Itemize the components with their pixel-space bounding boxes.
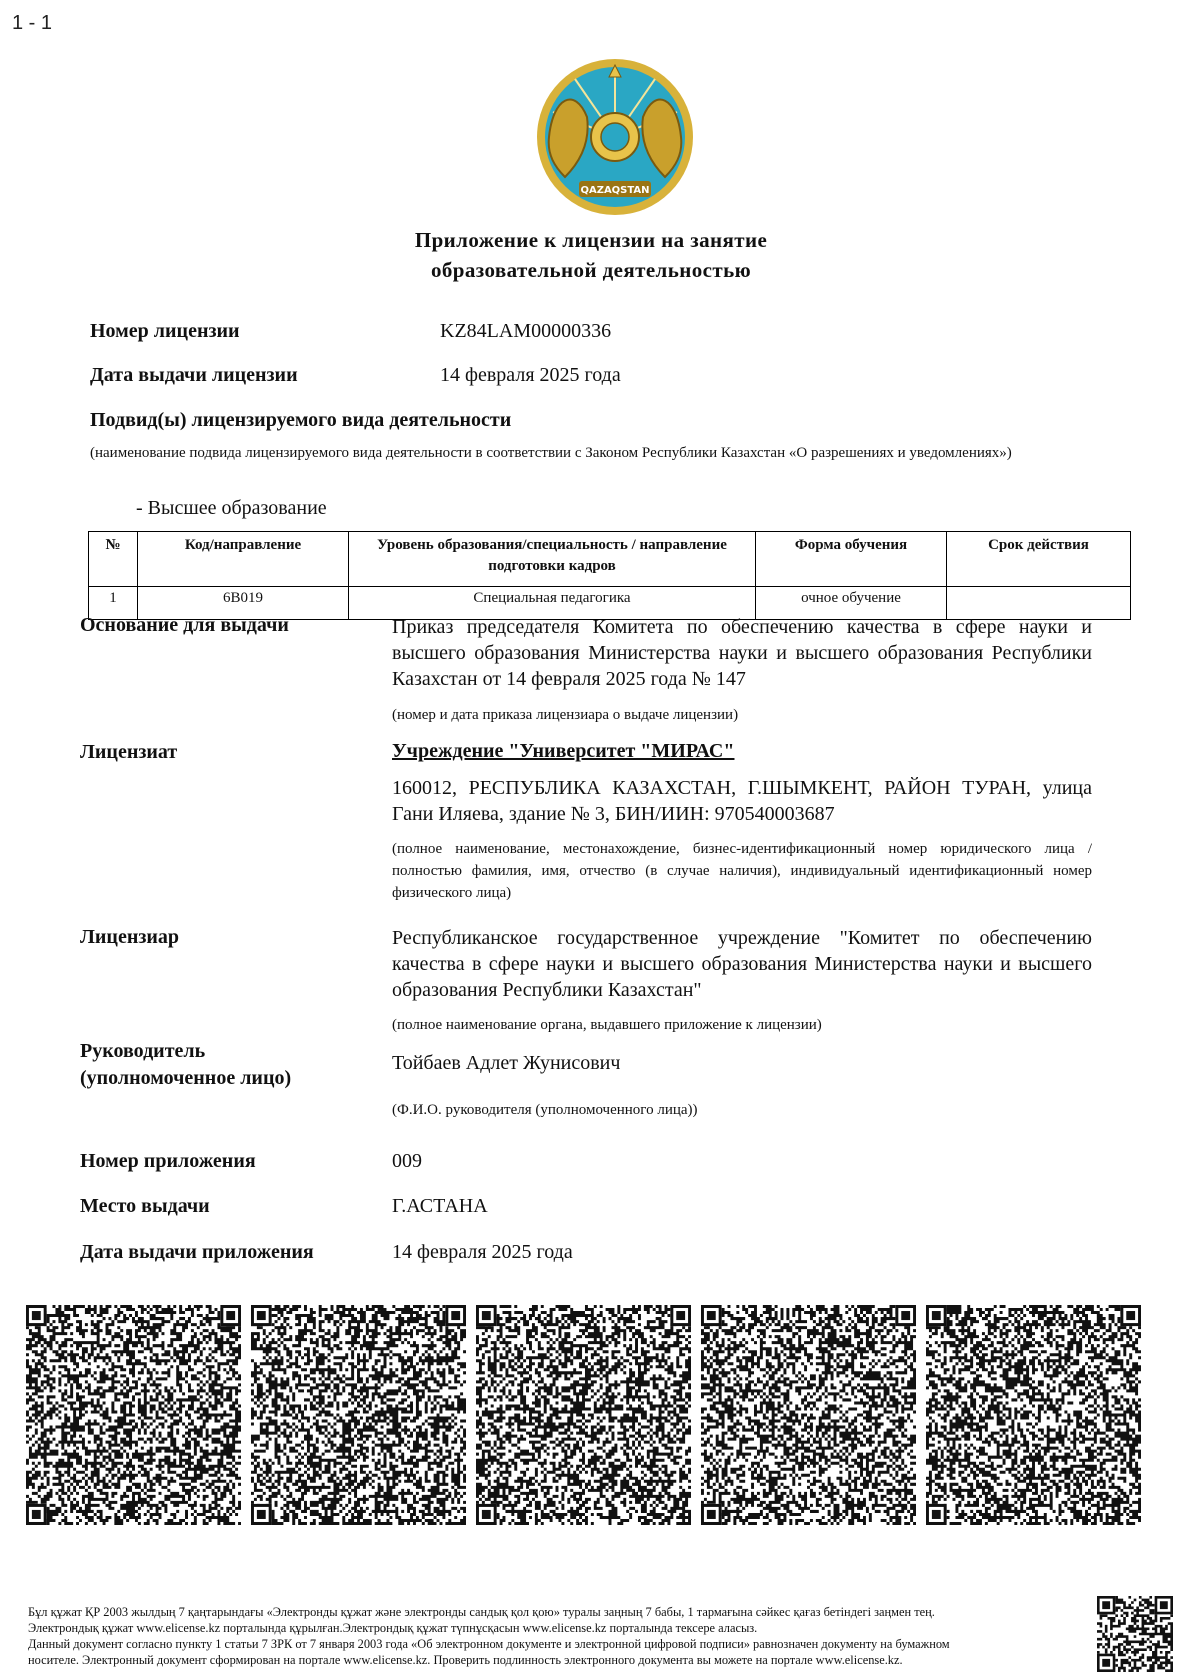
- title-line-1: Приложение к лицензии на занятие: [414, 228, 768, 252]
- footer-kz-line-2: Электрондық құжат www.elicense.kz порталында құрылған.Электрондық құжат түпнұсқасын www.elicense.kz порталында тексере аласыз.: [28, 1621, 758, 1635]
- document-title: [0, 225, 1182, 285]
- qr-code: [476, 1305, 691, 1525]
- column-header-code: Код/направление: [138, 532, 349, 587]
- cell-code: 6B019: [138, 587, 349, 620]
- appendix-date-value: 14 февраля 2025 года: [392, 1241, 573, 1263]
- footer-ru-line-2: носителе. Электронный документ сформирован на портале www.elicense.kz. Проверить подлинность электронного документа вы можете на портале www.elicense.kz.: [28, 1653, 903, 1667]
- basis-label: Основание для выдачи: [80, 614, 289, 636]
- footer-kz-line-1: Бұл құжат ҚР 2003 жылдың 7 қаңтарындағы «Электронды құжат және электронды сандық қол қою» туралы заңның 7 бабы, 1 тармағына сәйкес қағаз бетіндегі заңмен тең.: [28, 1605, 935, 1619]
- footer-disclaimer: [28, 1604, 1088, 1668]
- license-table: [88, 531, 1131, 620]
- subtype-note: (наименование подвида лицензируемого вида деятельности в соответствии с Законом Республики Казахстан «О разрешениях и уведомлениях»): [90, 445, 1012, 461]
- title-line-2: образовательной деятельностью: [430, 258, 752, 282]
- license-date-label: Дата выдачи лицензии: [90, 364, 298, 386]
- licensor-value: Республиканское государственное учреждение "Комитет по обеспечению качества в сфере науки и высшего образования Министерства науки и высшего образования Республики Казахстан": [392, 927, 1092, 1001]
- cell-form: очное обучение: [756, 587, 947, 620]
- subtype-label: Подвид(ы) лицензируемого вида деятельности: [90, 409, 512, 431]
- appendix-date-label: Дата выдачи приложения: [80, 1241, 314, 1263]
- licensee-label: Лицензиат: [80, 741, 178, 763]
- head-note: (Ф.И.О. руководителя (уполномоченного лица)): [392, 1102, 698, 1118]
- head-value: Тойбаев Адлет Жунисович: [392, 1052, 621, 1074]
- column-header-level: Уровень образования/специальность / направление подготовки кадров: [349, 532, 756, 587]
- cell-number: 1: [89, 587, 138, 620]
- licensee-note: (полное наименование, местонахождение, бизнес-идентификационный номер юридического лица / полностью фамилия, имя, отчество (в случае наличия), индивидуальный идентификационный номер физического лица): [392, 841, 1092, 901]
- licensee-address: 160012, РЕСПУБЛИКА КАЗАХСТАН, Г.ШЫМКЕНТ, РАЙОН ТУРАН, улица Гани Иляева, здание № 3, БИН/ИИН: 970540003687: [392, 777, 1092, 825]
- place-value: Г.АСТАНА: [392, 1195, 488, 1217]
- head-label: [80, 1038, 291, 1092]
- cell-level: Специальная педагогика: [349, 587, 756, 620]
- column-header-number: №: [89, 532, 138, 587]
- licensor-note: (полное наименование органа, выдавшего приложение к лицензии): [392, 1017, 822, 1033]
- qr-code: [251, 1305, 466, 1525]
- emblem-lettering: QAZAQSTAN: [580, 185, 650, 196]
- appendix-number-value: 009: [392, 1150, 422, 1172]
- license-number-label: Номер лицензии: [90, 320, 240, 342]
- license-number-value: KZ84LAM00000336: [440, 320, 612, 342]
- table-header-row: [89, 532, 1131, 587]
- column-header-form: Форма обучения: [756, 532, 947, 587]
- basis-value: Приказ председателя Комитета по обеспечению качества в сфере науки и высшего образования Министерства науки и высшего образования Республики Казахстан от 14 февраля 2025 года № 147: [392, 616, 1092, 690]
- qr-code: [26, 1305, 241, 1525]
- license-date-value: 14 февраля 2025 года: [440, 364, 621, 386]
- page-number: 1 - 1: [12, 12, 53, 34]
- footer-qr-code: [1097, 1596, 1173, 1672]
- licensee-name: Учреждение "Университет "МИРАС": [392, 740, 735, 762]
- place-label: Место выдачи: [80, 1195, 210, 1217]
- column-header-term: Срок действия: [947, 532, 1131, 587]
- basis-note: (номер и дата приказа лицензиара о выдаче лицензии): [392, 707, 739, 723]
- head-label-line-1: Руководитель: [80, 1040, 206, 1062]
- footer-ru-line-1: Данный документ согласно пункту 1 статьи 7 ЗРК от 7 января 2003 года «Об электронном документе и электронной цифровой подписи» равнозначен документу на бумажном: [28, 1637, 950, 1651]
- appendix-number-label: Номер приложения: [80, 1150, 256, 1172]
- qr-code: [701, 1305, 916, 1525]
- state-emblem: [535, 57, 695, 217]
- licensor-label: Лицензиар: [80, 926, 180, 948]
- subtype-value: - Высшее образование: [136, 497, 327, 519]
- qr-code: [926, 1305, 1141, 1525]
- head-label-line-2: (уполномоченное лицо): [80, 1067, 292, 1089]
